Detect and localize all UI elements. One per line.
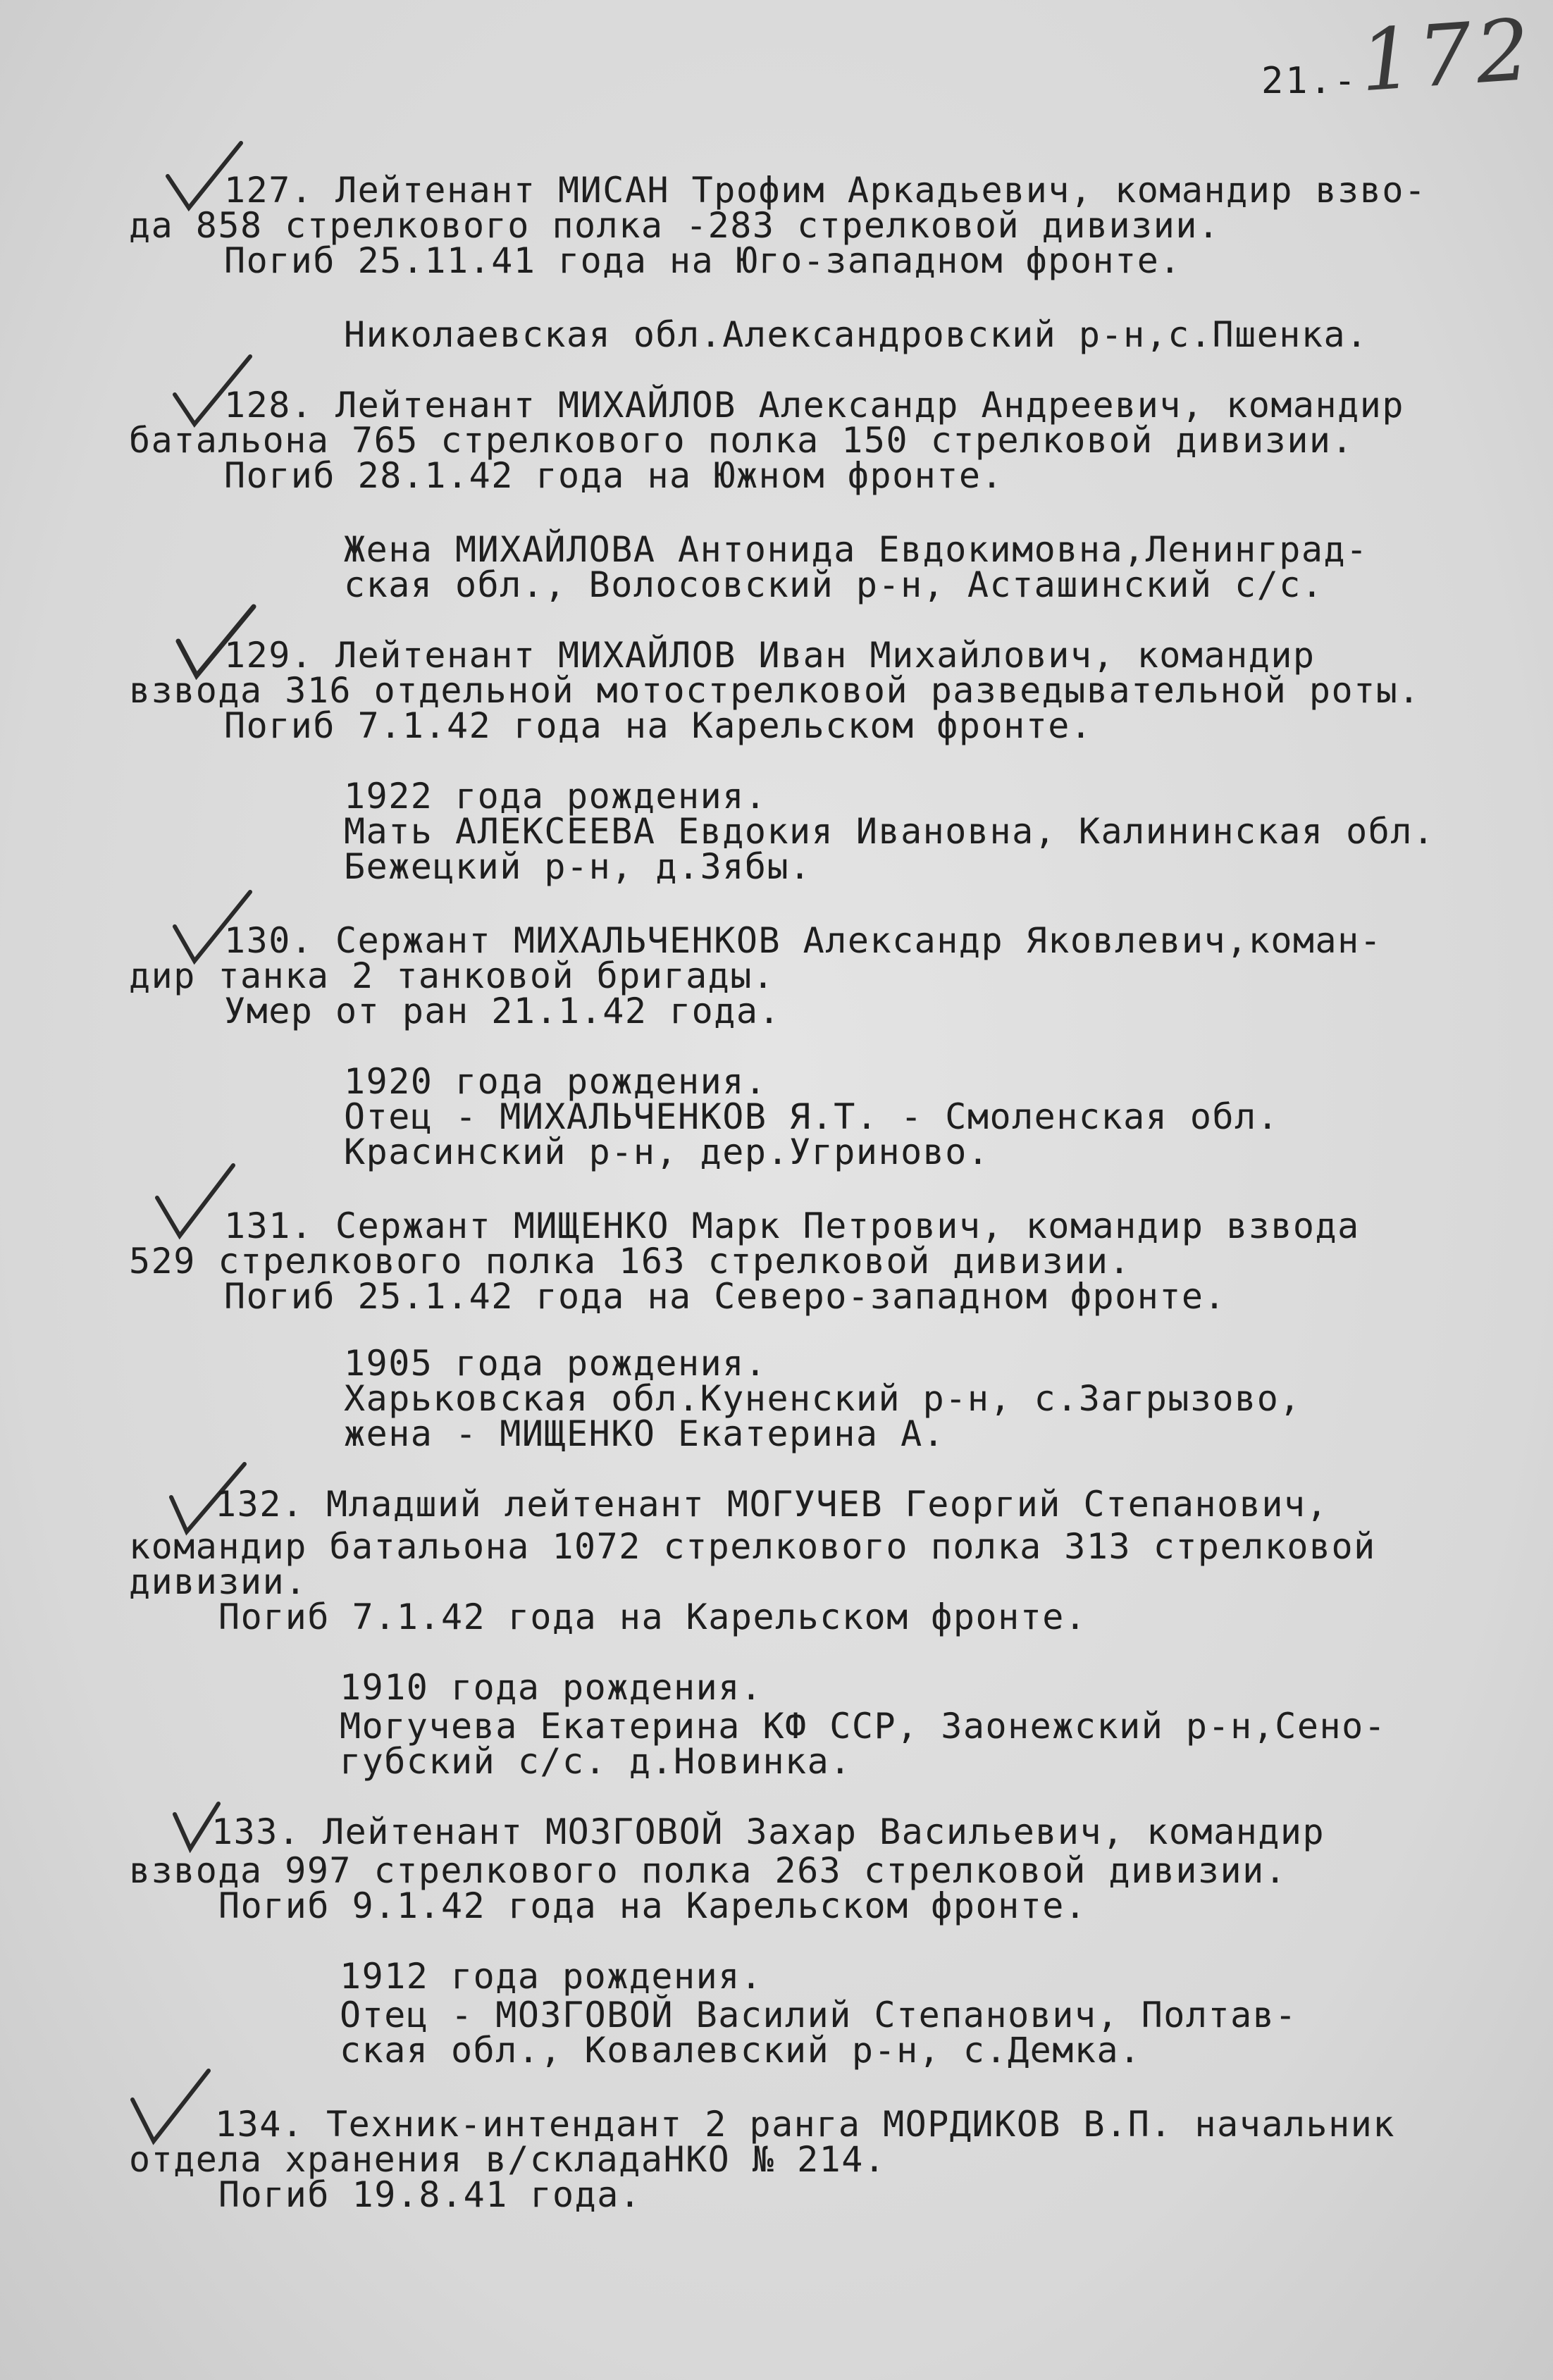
entry-128-line-2: батальона 765 стрелкового полка 150 стрелковой дивизии. (129, 420, 1354, 461)
entry-127-line-4: Николаевская обл.Александровский р-н,с.Пшенка. (344, 314, 1368, 355)
entry-131-line-5: Харьковская обл.Куненский р-н, с.Загрызово, (344, 1378, 1301, 1419)
entry-131-line-3: Погиб 25.1.42 года на Северо-западном фронте. (224, 1276, 1227, 1317)
entry-129-line-4: 1922 года рождения. (344, 776, 767, 817)
entry-133-line-3: Погиб 9.1.42 года на Карельском фронте. (218, 1885, 1087, 1926)
entry-131-line-2: 529 стрелкового полка 163 стрелковой дивизии. (129, 1241, 1132, 1282)
entry-133-line-6: ская обл., Ковалевский р-н, с.Демка. (340, 2030, 1141, 2071)
entry-130-line-5: Отец - МИХАЛЬЧЕНКОВ Я.Т. - Смоленская обл. (344, 1096, 1280, 1137)
entry-132-line-2: командир батальона 1072 стрелкового полка 313 стрелковой (129, 1526, 1376, 1567)
entry-128-line-4: Жена МИХАЙЛОВА Антонида Евдокимовна,Ленинград- (344, 529, 1368, 570)
entry-127-line-3: Погиб 25.11.41 года на Юго-западном фронте. (224, 240, 1182, 281)
entry-129-line-1: 129. Лейтенант МИХАЙЛОВ Иван Михайлович, командир (224, 635, 1316, 676)
entry-132-line-5: 1910 года рождения. (340, 1667, 763, 1708)
entry-129-line-6: Бежецкий р-н, д.Зябы. (344, 846, 812, 887)
entry-130-line-3: Умер от ран 21.1.42 года. (224, 991, 781, 1031)
entry-132-line-6: Могучева Екатерина КФ ССР, Заонежский р-н,Сено- (340, 1706, 1387, 1747)
entry-132-line-3: дивизии. (129, 1561, 307, 1602)
entry-134-line-2: отдела хранения в/складаНКО № 214. (129, 2139, 886, 2180)
entry-133-line-5: Отец - МОЗГОВОЙ Василий Степанович, Полтав- (340, 1995, 1297, 2035)
entry-130-line-4: 1920 года рождения. (344, 1061, 767, 1102)
entry-129-line-2: взвода 316 отдельной мотострелковой разведывательной роты. (129, 670, 1421, 711)
checkmark-icon (151, 1163, 236, 1240)
entry-131-line-6: жена - МИЩЕНКО Екатерина А. (344, 1413, 946, 1454)
entry-129-line-3: Погиб 7.1.42 года на Карельском фронте. (224, 705, 1093, 746)
entry-133-line-4: 1912 года рождения. (340, 1956, 763, 1997)
page-number: 21.- (1261, 60, 1359, 102)
entry-130-line-6: Красинский р-н, дер.Угриново. (344, 1132, 990, 1172)
entry-132-line-1: 132. Младший лейтенант МОГУЧЕВ Георгий Степанович, (215, 1484, 1329, 1525)
entry-129-line-5: Мать АЛЕКСЕЕВА Евдокия Ивановна, Калининская обл. (344, 811, 1435, 852)
entry-131-line-4: 1905 года рождения. (344, 1343, 767, 1384)
entry-130-line-1: 130. Сержант МИХАЛЬЧЕНКОВ Александр Яковлевич,коман- (224, 920, 1382, 961)
entry-132-line-7: губский с/с. д.Новинка. (340, 1741, 852, 1782)
entry-127-line-2: да 858 стрелкового полка -283 стрелковой дивизии. (129, 205, 1220, 246)
entry-130-line-2: дир танка 2 танковой бригады. (129, 955, 775, 996)
entry-128-line-3: Погиб 28.1.42 года на Южном фронте. (224, 455, 1004, 496)
entry-134-line-1: 134. Техник-интендант 2 ранга МОРДИКОВ В.П. начальник (215, 2104, 1395, 2145)
entry-132-line-4: Погиб 7.1.42 года на Карельском фронте. (218, 1597, 1087, 1637)
entry-128-line-1: 128. Лейтенант МИХАЙЛОВ Александр Андреевич, командир (224, 385, 1404, 426)
entry-133-line-1: 133. Лейтенант МОЗГОВОЙ Захар Васильевич, командир (211, 1811, 1325, 1852)
entry-127-line-1: 127. Лейтенант МИСАН Трофим Аркадьевич, командир взво- (224, 170, 1427, 211)
handwritten-page-number: 172 (1356, 1, 1537, 111)
entry-131-line-1: 131. Сержант МИЩЕНКО Марк Петрович, командир взвода (224, 1206, 1360, 1246)
entry-133-line-2: взвода 997 стрелкового полка 263 стрелковой дивизии. (129, 1850, 1287, 1891)
entry-134-line-3: Погиб 19.8.41 года. (218, 2174, 642, 2215)
entry-128-line-5: ская обл., Волосовский р-н, Асташинский с/с. (344, 564, 1324, 605)
checkmark-icon (127, 2068, 211, 2145)
